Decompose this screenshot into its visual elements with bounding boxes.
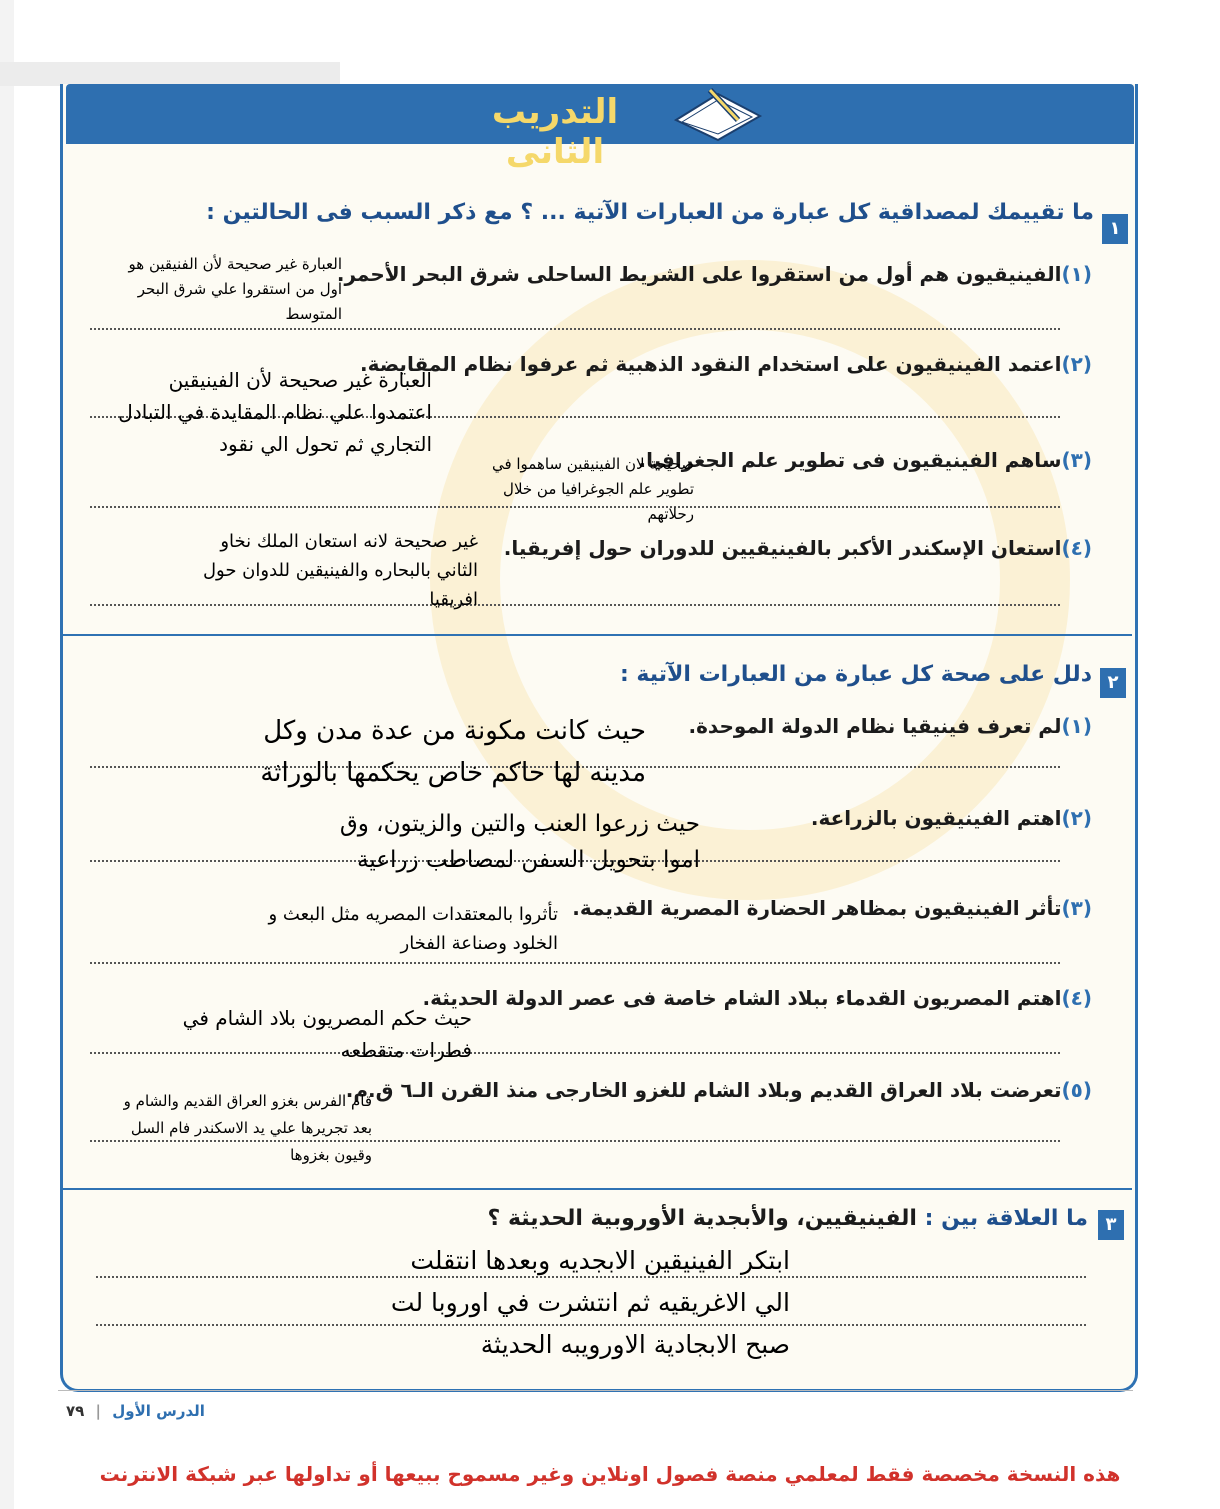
- footer-separator: |: [95, 1402, 102, 1420]
- footer-rule: [58, 1390, 1133, 1391]
- exercise-title: [440, 92, 670, 172]
- copyright-notice: هذه النسخة مخصصة فقط لمعلمي منصة فصول اونلاين وغير مسموح ببيعها أو تداولها عبر شبكة الانترنت: [99, 1462, 1121, 1486]
- q2-answer-5: قام الفرس بغزو العراق القديم والشام و بعد تجريرها علي يد الاسكندر فام السل وقيون بغزوها: [123, 1092, 372, 1164]
- q1-answer-2: العبارة غير صحيحة لأن الفينيقين اعتمدوا علي نظام المقايدة في التبادل التجاري ثم تحول الي نقود: [118, 368, 432, 456]
- q2-statement-3: (٣)تأثر الفينيقيون بمظاهر الحضارة المصرية القديمة.: [572, 896, 1092, 920]
- q1-answer-1: العبارة غير صحيحة لأن الفنيقين هو اول من استقروا علي شرق البحر المتوسط: [128, 255, 342, 323]
- page-number: ٧٩: [66, 1402, 85, 1420]
- q2-statement-4: (٤)اهتم المصريون القدماء ببلاد الشام خاصة فى عصر الدولة الحديثة.: [422, 986, 1092, 1010]
- q3-answer: ابتكر الفينيقين الابجديه وبعدها انتقلت الي الاغريقيه ثم انتشرت في اوروبا لت صبح الابجادية الاورويبه الحديثة: [390, 1246, 790, 1359]
- q2-answer-4: حيث حكم المصريون بلاد الشام في فطرات متقطعه: [182, 1006, 472, 1062]
- page-footer: [66, 1402, 205, 1420]
- question-3-heading: ما العلاقة بين : الفينيقيين، والأبجدية الأوروبية الحديثة ؟: [487, 1206, 1088, 1231]
- q2-statement-2: (٢)اهتم الفينيقيون بالزراعة.: [810, 806, 1092, 830]
- q2-statement-5: (٥)تعرضت بلاد العراق القديم وبلاد الشام للغزو الخارجى منذ القرن الـ٦ ق.م.: [345, 1078, 1092, 1102]
- title-word-2: الثانى: [505, 132, 605, 172]
- scan-shadow: [0, 62, 340, 86]
- q2-answer-3: تأثروا بالمعتقدات المصريه مثل البعث و الخلود وصناعة الفخار: [268, 904, 558, 954]
- question-2-heading: دلل على صحة كل عبارة من العبارات الآتية :: [619, 662, 1092, 687]
- q1-answer-3: صحيحة لان الفينيقين ساهموا في تطوير علم الجوغرافيا من خلال رحلاتهم: [491, 455, 694, 523]
- question-2-number: ٢: [1100, 668, 1126, 698]
- answer-line: [90, 962, 1060, 964]
- pencil-paper-icon: [672, 86, 764, 142]
- title-word-1: التدريب: [491, 92, 619, 132]
- page-edge: [0, 0, 14, 1509]
- q1-statement-2: (٢)اعتمد الفينيقيون على استخدام النقود الذهبية ثم عرفوا نظام المقايضة.: [360, 352, 1092, 376]
- q1-statement-3: (٣)ساهم الفينيقيون فى تطوير علم الجغرافيا.: [638, 448, 1092, 472]
- question-1-heading: ما تقييمك لمصداقية كل عبارة من العبارات الآتية ... ؟ مع ذكر السبب فى الحالتين :: [206, 200, 1094, 225]
- q2-answer-2: حيث زرعوا العنب والتين والزيتون، وق اموا بتحويل السفن لمصاطب زراعية: [339, 811, 700, 873]
- q1-statement-4: (٤)استعان الإسكندر الأكبر بالفينيقيين للدوران حول إفريقيا.: [503, 536, 1092, 560]
- question-3-number: ٣: [1098, 1210, 1124, 1240]
- question-1-number: ١: [1102, 214, 1128, 244]
- lesson-label: الدرس الأول: [112, 1402, 205, 1420]
- answer-line: [90, 328, 1060, 330]
- q2-statement-1: (١)لم تعرف فينيقيا نظام الدولة الموحدة.: [688, 714, 1092, 738]
- q1-statement-1: (١)الفينيقيون هم أول من استقروا على الشريط الساحلى شرق البحر الأحمر.: [336, 262, 1092, 286]
- section-divider: [63, 1188, 1132, 1190]
- q1-answer-4: غير صحيحة لانه استعان الملك نخاو الثاني بالبحاره والفينيقين للدوان حول افريقيا: [202, 531, 478, 610]
- section-divider: [63, 634, 1132, 636]
- q2-answer-1: حيث كانت مكونة من عدة مدن وكل مدينه لها حاكم خاص يحكمها بالوراثة: [260, 716, 646, 788]
